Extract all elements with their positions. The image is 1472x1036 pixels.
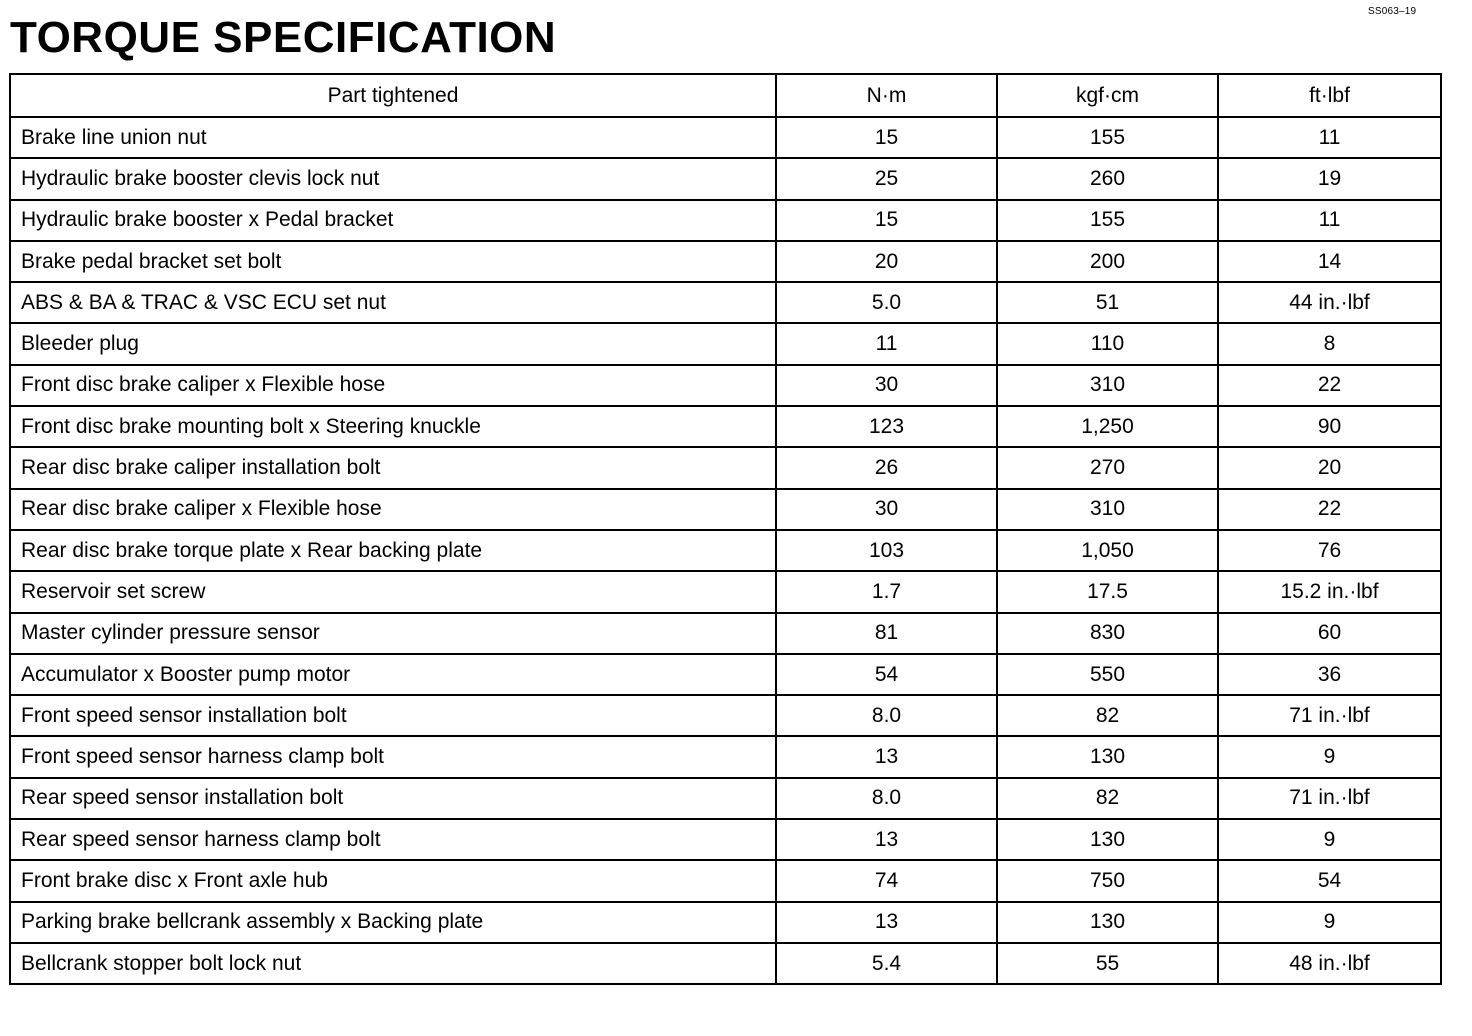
part-name-cell: Accumulator x Booster pump motor [10,654,776,695]
part-name-cell: Front brake disc x Front axle hub [10,860,776,901]
table-row [10,860,1441,901]
part-name-cell: Bleeder plug [10,323,776,364]
page-title: TORQUE SPECIFICATION [10,13,557,62]
nm-cell: 30 [776,489,997,530]
document-code: SS063–19 [1368,6,1417,17]
kgfcm-cell: 130 [997,736,1218,777]
header-nm: N·m [776,74,997,117]
kgfcm-cell: 750 [997,860,1218,901]
table-row [10,943,1441,984]
part-name-cell: Front speed sensor installation bolt [10,695,776,736]
ftlbf-cell: 9 [1218,736,1441,777]
kgfcm-cell: 110 [997,323,1218,364]
table-row [10,902,1441,943]
ftlbf-cell: 60 [1218,613,1441,654]
header-ftlbf: ft·lbf [1218,74,1441,117]
nm-cell: 11 [776,323,997,364]
nm-cell: 54 [776,654,997,695]
ftlbf-cell: 9 [1218,902,1441,943]
nm-cell: 25 [776,158,997,199]
kgfcm-cell: 82 [997,778,1218,819]
kgfcm-cell: 1,250 [997,406,1218,447]
ftlbf-cell: 44 in.·lbf [1218,282,1441,323]
ftlbf-cell: 90 [1218,406,1441,447]
table-row [10,819,1441,860]
part-name-cell: ABS & BA & TRAC & VSC ECU set nut [10,282,776,323]
ftlbf-cell: 11 [1218,200,1441,241]
table-row [10,365,1441,406]
ftlbf-cell: 48 in.·lbf [1218,943,1441,984]
ftlbf-cell: 36 [1218,654,1441,695]
kgfcm-cell: 270 [997,447,1218,488]
kgfcm-cell: 550 [997,654,1218,695]
ftlbf-cell: 11 [1218,117,1441,158]
table-row [10,695,1441,736]
nm-cell: 5.0 [776,282,997,323]
part-name-cell: Brake pedal bracket set bolt [10,241,776,282]
header-part-tightened: Part tightened [10,74,776,117]
part-name-cell: Reservoir set screw [10,571,776,612]
kgfcm-cell: 310 [997,489,1218,530]
table-row [10,282,1441,323]
nm-cell: 123 [776,406,997,447]
table-row [10,778,1441,819]
ftlbf-cell: 15.2 in.·lbf [1218,571,1441,612]
kgfcm-cell: 830 [997,613,1218,654]
ftlbf-cell: 76 [1218,530,1441,571]
kgfcm-cell: 155 [997,117,1218,158]
nm-cell: 1.7 [776,571,997,612]
part-name-cell: Rear disc brake torque plate x Rear backing plate [10,530,776,571]
kgfcm-cell: 1,050 [997,530,1218,571]
ftlbf-cell: 22 [1218,365,1441,406]
ftlbf-cell: 8 [1218,323,1441,364]
nm-cell: 8.0 [776,778,997,819]
kgfcm-cell: 51 [997,282,1218,323]
nm-cell: 15 [776,200,997,241]
part-name-cell: Brake line union nut [10,117,776,158]
ftlbf-cell: 14 [1218,241,1441,282]
nm-cell: 81 [776,613,997,654]
table-row [10,654,1441,695]
ftlbf-cell: 9 [1218,819,1441,860]
table-row [10,406,1441,447]
kgfcm-cell: 310 [997,365,1218,406]
ftlbf-cell: 20 [1218,447,1441,488]
nm-cell: 30 [776,365,997,406]
part-name-cell: Hydraulic brake booster x Pedal bracket [10,200,776,241]
table-row [10,323,1441,364]
ftlbf-cell: 22 [1218,489,1441,530]
nm-cell: 8.0 [776,695,997,736]
ftlbf-cell: 71 in.·lbf [1218,695,1441,736]
kgfcm-cell: 130 [997,902,1218,943]
part-name-cell: Bellcrank stopper bolt lock nut [10,943,776,984]
nm-cell: 13 [776,819,997,860]
part-name-cell: Rear disc brake caliper installation bolt [10,447,776,488]
table-row [10,447,1441,488]
kgfcm-cell: 260 [997,158,1218,199]
part-name-cell: Rear speed sensor installation bolt [10,778,776,819]
part-name-cell: Front disc brake caliper x Flexible hose [10,365,776,406]
nm-cell: 20 [776,241,997,282]
nm-cell: 15 [776,117,997,158]
table-row [10,736,1441,777]
nm-cell: 13 [776,902,997,943]
ftlbf-cell: 71 in.·lbf [1218,778,1441,819]
table-row [10,489,1441,530]
table-row [10,200,1441,241]
ftlbf-cell: 54 [1218,860,1441,901]
nm-cell: 13 [776,736,997,777]
kgfcm-cell: 17.5 [997,571,1218,612]
part-name-cell: Front disc brake mounting bolt x Steering knuckle [10,406,776,447]
part-name-cell: Master cylinder pressure sensor [10,613,776,654]
kgfcm-cell: 130 [997,819,1218,860]
ftlbf-cell: 19 [1218,158,1441,199]
part-name-cell: Parking brake bellcrank assembly x Backing plate [10,902,776,943]
part-name-cell: Front speed sensor harness clamp bolt [10,736,776,777]
part-name-cell: Rear speed sensor harness clamp bolt [10,819,776,860]
kgfcm-cell: 82 [997,695,1218,736]
nm-cell: 74 [776,860,997,901]
nm-cell: 26 [776,447,997,488]
torque-spec-table [9,73,1442,985]
table-row [10,530,1441,571]
table-row [10,571,1441,612]
table-row [10,158,1441,199]
kgfcm-cell: 55 [997,943,1218,984]
table-row [10,613,1441,654]
kgfcm-cell: 200 [997,241,1218,282]
table-row [10,241,1441,282]
table-body [10,117,1441,984]
part-name-cell: Hydraulic brake booster clevis lock nut [10,158,776,199]
part-name-cell: Rear disc brake caliper x Flexible hose [10,489,776,530]
kgfcm-cell: 155 [997,200,1218,241]
table-row [10,117,1441,158]
nm-cell: 5.4 [776,943,997,984]
table-header-row [10,74,1441,117]
header-kgfcm: kgf·cm [997,74,1218,117]
nm-cell: 103 [776,530,997,571]
